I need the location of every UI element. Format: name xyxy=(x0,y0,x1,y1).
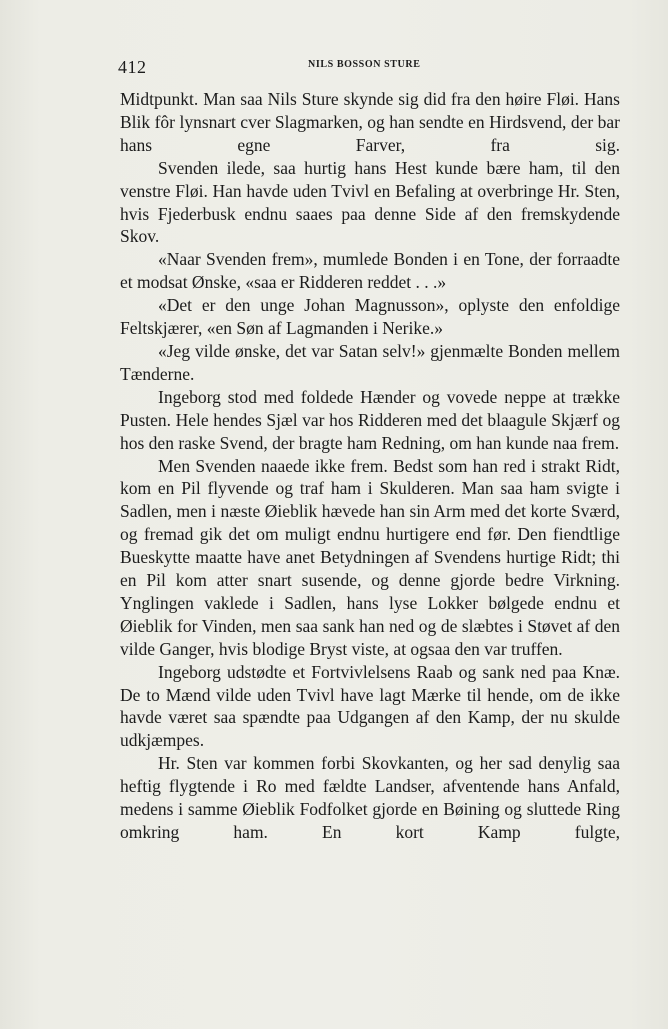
paragraph-5: «Jeg vilde ønske, det var Satan selv!» gjenmælte Bonden mellem Tænderne. xyxy=(120,340,620,384)
paragraph-4: «Det er den unge Johan Magnusson», oplyste den enfoldige Feltskjærer, «en Søn af Lagmanden i Nerike.» xyxy=(120,295,620,339)
paragraph-3: «Naar Svenden frem», mumlede Bonden i en Tone, der forraadte et modsat Ønske, «saa er Ridderen reddet . . .» xyxy=(120,249,620,293)
page-header xyxy=(118,57,620,81)
paragraph-6: Ingeborg stod med foldede Hænder og vovede neppe at trække Pusten. Hele hendes Sjæl var hos Ridderen med det blaagule Skjærf og hos den raske Svend, der bragte ham Redning, om han kunde naa frem. xyxy=(120,386,620,453)
body-text xyxy=(120,88,620,844)
paragraph-8: Ingeborg udstødte et Fortvivlelsens Raab og sank ned paa Knæ. De to Mænd vilde uden Tvivl have lagt Mærke til hende, om de ikke havde været saa spændte paa Udgangen af den Kamp, der nu skulde udkjæmpes. xyxy=(120,661,620,751)
paragraph-9: Hr. Sten var kommen forbi Skovkanten, og her sad denylig saa heftig flygtende i Ro med fældte Landser, afventende hans Anfald, medens i samme Øieblik Fodfolket gjorde en Bøining og sluttede Ring omkring ham. En kort Kamp fulgte, xyxy=(120,753,620,842)
page-number: 412 xyxy=(118,57,147,77)
paragraph-7: Men Svenden naaede ikke frem. Bedst som han red i strakt Ridt, kom en Pil flyvende og traf ham i Skulderen. Man saa ham svigte i Sadlen, men i næste Øieblik hævede han sin Arm med det korte Sværd, og fremad gik det om muligt endnu hurtigere end før. Den fiendtlige Bueskytte maatte have anet Betydningen af Svendens hurtige Ridt; thi en Pil kom atter snart susende, og denne gjorde bedre Virkning. Ynglingen vaklede i Sadlen, hans lyse Lokker bølgede endnu et Øieblik for Vinden, men saa sank han ned og de slæbtes i Støvet af den vilde Ganger, hvis blodige Bryst viste, at ogsaa den var truffen. xyxy=(120,455,620,659)
paragraph-1: Midtpunkt. Man saa Nils Sture skynde sig did fra den høire Fløi. Hans Blik fôr lynsnart cver Slagmarken, og han sendte en Hirdsvend, der bar hans egne Farver, fra sig. xyxy=(120,89,620,155)
running-title: NILS BOSSON STURE xyxy=(308,59,421,70)
paragraph-2: Svenden ilede, saa hurtig hans Hest kunde bære ham, til den venstre Fløi. Han havde uden Tvivl en Befaling at overbringe Hr. Sten, hvis Fjederbusk endnu saaes paa denne Side af den fremskydende Skov. xyxy=(120,157,620,247)
